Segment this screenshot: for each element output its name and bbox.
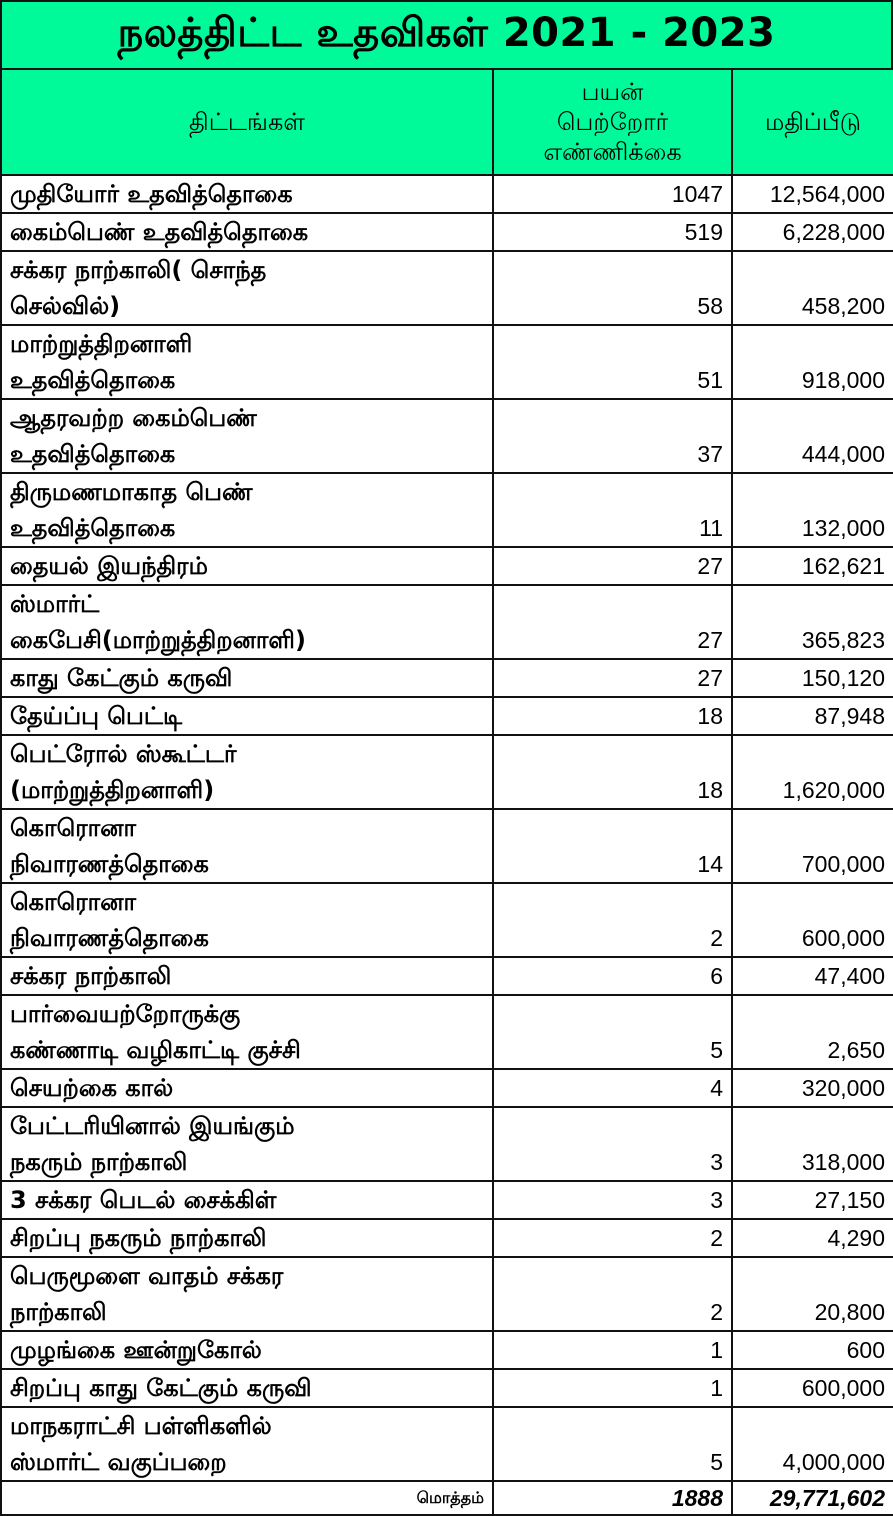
estimated-value: 365,823 — [732, 585, 893, 659]
beneficiary-count: 27 — [493, 585, 732, 659]
total-count: 1888 — [493, 1481, 732, 1515]
beneficiary-count: 2 — [493, 883, 732, 957]
estimated-value: 318,000 — [732, 1107, 893, 1181]
scheme-name-line: சக்கர நாற்காலி — [10, 962, 172, 990]
scheme-name-line: தையல் இயந்திரம் — [10, 552, 208, 580]
scheme-name — [1, 1107, 493, 1181]
table-row — [1, 1107, 893, 1181]
header-beneficiaries-line: பெற்றோர் — [556, 108, 669, 136]
scheme-name-line: தேய்ப்பு பெட்டி — [10, 702, 183, 730]
estimated-value: 918,000 — [732, 325, 893, 399]
header-value: மதிப்பீடு — [732, 69, 893, 175]
estimated-value: 87,948 — [732, 697, 893, 735]
scheme-name — [1, 697, 493, 735]
scheme-name-line: ஸ்மார்ட் வகுப்பறை — [10, 1448, 227, 1476]
total-row — [1, 1481, 893, 1515]
scheme-name-line: திருமணமாகாத பெண் — [10, 478, 253, 506]
beneficiary-count: 18 — [493, 697, 732, 735]
scheme-name — [1, 473, 493, 547]
beneficiary-count: 1 — [493, 1331, 732, 1369]
table-row — [1, 473, 893, 547]
estimated-value: 132,000 — [732, 473, 893, 547]
beneficiary-count: 4 — [493, 1069, 732, 1107]
scheme-name-line: (மாற்றுத்திறனாளி) — [10, 776, 215, 804]
scheme-name-line: பார்வையற்றோருக்கு — [10, 1000, 241, 1028]
beneficiary-count: 14 — [493, 809, 732, 883]
estimated-value: 20,800 — [732, 1257, 893, 1331]
table-row — [1, 585, 893, 659]
scheme-name-line: சிறப்பு காது கேட்கும் கருவி — [10, 1374, 312, 1402]
beneficiary-count: 27 — [493, 547, 732, 585]
scheme-name-line: நிவாரணத்தொகை — [10, 850, 209, 878]
estimated-value: 600,000 — [732, 1369, 893, 1407]
estimated-value: 600,000 — [732, 883, 893, 957]
table-row — [1, 1407, 893, 1481]
scheme-name-line: செயற்கை கால் — [10, 1074, 174, 1102]
scheme-name-line: மாநகராட்சி பள்ளிகளில் — [10, 1412, 272, 1440]
scheme-name — [1, 325, 493, 399]
scheme-name-line: கைம்பெண் உதவித்தொகை — [10, 218, 309, 246]
total-value: 29,771,602 — [732, 1481, 893, 1515]
scheme-name — [1, 1181, 493, 1219]
table-row — [1, 809, 893, 883]
table-row — [1, 1331, 893, 1369]
estimated-value: 4,000,000 — [732, 1407, 893, 1481]
scheme-name-line: ஆதரவற்ற கைம்பெண் — [10, 404, 257, 432]
scheme-name-line: கைபேசி(மாற்றுத்திறனாளி) — [10, 626, 306, 654]
beneficiary-count: 1047 — [493, 175, 732, 213]
beneficiary-count: 3 — [493, 1107, 732, 1181]
estimated-value: 444,000 — [732, 399, 893, 473]
table-row — [1, 659, 893, 697]
table-body — [1, 175, 893, 1481]
scheme-name-line: பெருமூளை வாதம் சக்கர — [10, 1262, 284, 1290]
estimated-value: 4,290 — [732, 1219, 893, 1257]
scheme-name-line: 3 சக்கர பெடல் சைக்கிள் — [10, 1186, 277, 1214]
table-row — [1, 547, 893, 585]
scheme-name-line: நகரும் நாற்காலி — [10, 1148, 188, 1176]
scheme-name-line: முதியோர் உதவித்தொகை — [10, 180, 293, 208]
table-row — [1, 957, 893, 995]
table-row — [1, 1369, 893, 1407]
scheme-name — [1, 1407, 493, 1481]
total-label: மொத்தம் — [1, 1481, 493, 1515]
estimated-value: 2,650 — [732, 995, 893, 1069]
scheme-name — [1, 213, 493, 251]
beneficiary-count: 11 — [493, 473, 732, 547]
beneficiary-count: 1 — [493, 1369, 732, 1407]
scheme-name-line: சிறப்பு நகரும் நாற்காலி — [10, 1224, 267, 1252]
estimated-value: 150,120 — [732, 659, 893, 697]
scheme-name — [1, 957, 493, 995]
scheme-name-line: சக்கர நாற்காலி( சொந்த — [10, 256, 267, 284]
scheme-name — [1, 1069, 493, 1107]
beneficiary-count: 58 — [493, 251, 732, 325]
beneficiary-count: 27 — [493, 659, 732, 697]
estimated-value: 162,621 — [732, 547, 893, 585]
scheme-name — [1, 883, 493, 957]
header-beneficiaries-line: எண்ணிக்கை — [543, 138, 682, 166]
beneficiary-count: 2 — [493, 1257, 732, 1331]
estimated-value: 700,000 — [732, 809, 893, 883]
scheme-name — [1, 251, 493, 325]
table-row — [1, 1257, 893, 1331]
table-row — [1, 995, 893, 1069]
scheme-name — [1, 1369, 493, 1407]
scheme-name — [1, 175, 493, 213]
beneficiary-count: 5 — [493, 995, 732, 1069]
scheme-name-line: உதவித்தொகை — [10, 440, 176, 468]
scheme-name-line: முழங்கை ஊன்றுகோல் — [10, 1336, 262, 1364]
table-row — [1, 213, 893, 251]
scheme-name-line: மாற்றுத்திறனாளி — [10, 330, 193, 358]
scheme-name-line: கண்ணாடி வழிகாட்டி குச்சி — [10, 1036, 301, 1064]
estimated-value: 600 — [732, 1331, 893, 1369]
beneficiary-count: 2 — [493, 1219, 732, 1257]
beneficiary-count: 51 — [493, 325, 732, 399]
estimated-value: 27,150 — [732, 1181, 893, 1219]
table-row — [1, 1219, 893, 1257]
estimated-value: 47,400 — [732, 957, 893, 995]
header-scheme: திட்டங்கள் — [1, 69, 493, 175]
scheme-name — [1, 1219, 493, 1257]
table-row — [1, 251, 893, 325]
header-beneficiaries — [493, 69, 732, 175]
scheme-name-line: உதவித்தொகை — [10, 514, 176, 542]
scheme-name — [1, 735, 493, 809]
scheme-name-line: நாற்காலி — [10, 1298, 107, 1326]
scheme-name — [1, 1257, 493, 1331]
scheme-name-line: கொரொனா — [10, 888, 136, 916]
table-row — [1, 175, 893, 213]
scheme-name — [1, 547, 493, 585]
header-row — [1, 69, 893, 175]
table-row — [1, 1181, 893, 1219]
scheme-name-line: உதவித்தொகை — [10, 366, 176, 394]
table-row — [1, 735, 893, 809]
scheme-name — [1, 585, 493, 659]
estimated-value: 1,620,000 — [732, 735, 893, 809]
beneficiary-count: 37 — [493, 399, 732, 473]
scheme-name-line: காது கேட்கும் கருவி — [10, 664, 233, 692]
beneficiary-count: 18 — [493, 735, 732, 809]
scheme-name — [1, 995, 493, 1069]
beneficiary-count: 6 — [493, 957, 732, 995]
scheme-name — [1, 809, 493, 883]
beneficiary-count: 519 — [493, 213, 732, 251]
estimated-value: 458,200 — [732, 251, 893, 325]
header-beneficiaries-line: பயன் — [581, 78, 644, 106]
beneficiary-count: 3 — [493, 1181, 732, 1219]
estimated-value: 320,000 — [732, 1069, 893, 1107]
estimated-value: 6,228,000 — [732, 213, 893, 251]
beneficiary-count: 5 — [493, 1407, 732, 1481]
scheme-name — [1, 659, 493, 697]
scheme-name — [1, 399, 493, 473]
scheme-name-line: கொரொனா — [10, 814, 136, 842]
scheme-name — [1, 1331, 493, 1369]
table-row — [1, 697, 893, 735]
table-row — [1, 1069, 893, 1107]
table-row — [1, 883, 893, 957]
scheme-name-line: பெட்ரோல் ஸ்கூட்டர் — [10, 740, 237, 768]
scheme-name-line: நிவாரணத்தொகை — [10, 924, 209, 952]
sheet-title: நலத்திட்ட உதவிகள் 2021 - 2023 — [0, 0, 893, 68]
table-row — [1, 399, 893, 473]
table-row — [1, 325, 893, 399]
scheme-name-line: செல்வில்) — [10, 292, 121, 320]
estimated-value: 12,564,000 — [732, 175, 893, 213]
scheme-name-line: ஸ்மார்ட் — [10, 590, 100, 618]
scheme-name-line: பேட்டரியினால் இயங்கும் — [10, 1112, 295, 1140]
welfare-table — [0, 68, 893, 1516]
